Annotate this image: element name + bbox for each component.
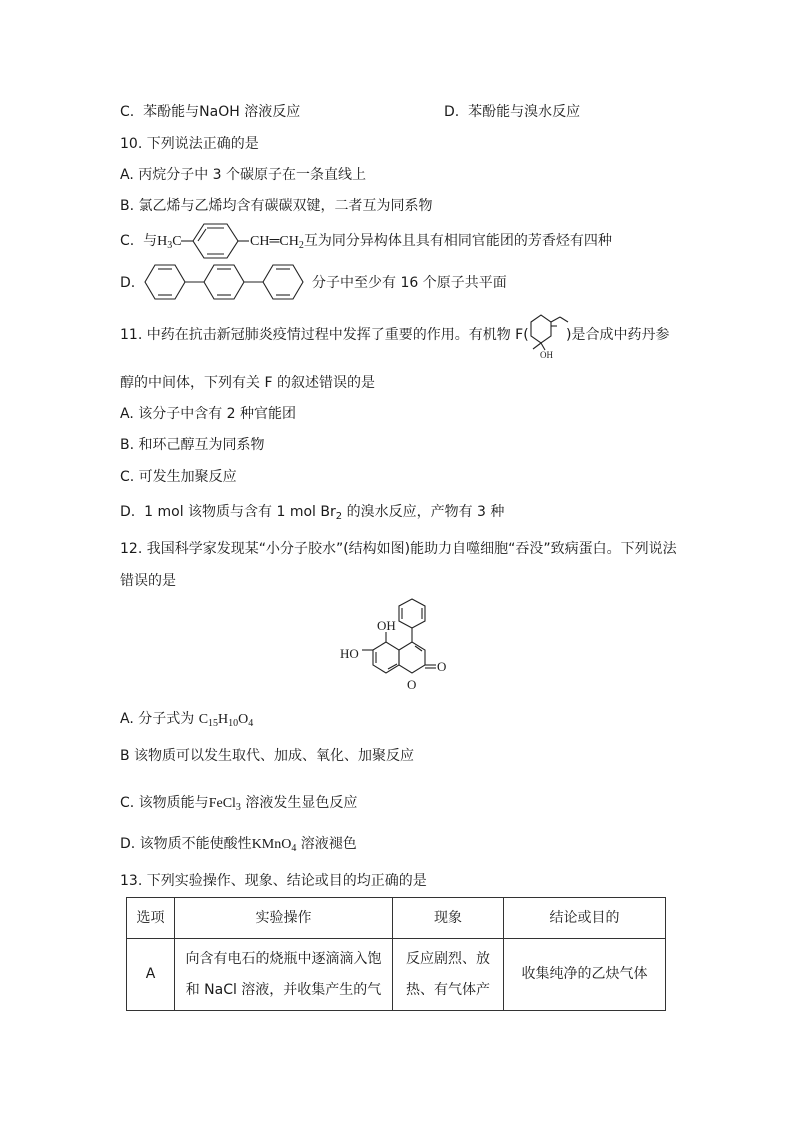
q9-option-d: D. 苯酚能与溴水反应 [444, 104, 581, 120]
coumarin-ring-o-label: O [407, 677, 417, 692]
q11-stem-line2: 醇的中间体，下列有关 F 的叙述错误的是 [120, 375, 375, 391]
q11-option-d: D. 1 mol 该物质与含有 1 mol $Br_2$ 的溴水反应，产物有 3 种 [120, 504, 505, 522]
coumarin-oh-label: OH [377, 618, 396, 633]
q10-option-d-text: 分子中至少有 16 个原子共平面 [312, 275, 507, 291]
q10-option-c: C. 与$H_3C$ [120, 233, 182, 251]
cell-operation: 向含有电石的烧瓶中逐滴滴入饱 和 NaCl 溶液，并收集产生的气 [175, 939, 393, 1011]
q11-option-b: B. 和环己醇互为同系物 [120, 437, 265, 453]
q11-option-a: A. 该分子中含有 2 种官能团 [120, 406, 297, 422]
header-option: 选项 [127, 898, 175, 939]
header-conclusion: 结论或目的 [504, 898, 666, 939]
compound-f-structure [519, 312, 569, 358]
q11-stem-end: )是合成中药丹参 [566, 327, 670, 343]
q13-stem: 13. 下列实验操作、现象、结论或目的均正确的是 [120, 873, 427, 889]
q10-stem: 10. 下列说法正确的是 [120, 136, 259, 152]
q13-table [126, 897, 666, 1011]
q12-option-a: A. 分子式为 $C_{15}H_{10}O_4$ [120, 711, 254, 729]
q11-option-c: C. 可发生加聚反应 [120, 469, 237, 485]
q10-option-a: A. 丙烷分子中 3 个碳原子在一条直线上 [120, 167, 367, 183]
header-phenomenon: 现象 [393, 898, 504, 939]
table-row [127, 939, 666, 1011]
cell-conclusion: 收集纯净的乙炔气体 [504, 939, 666, 1011]
q10-option-b: B. 氯乙烯与乙烯均含有碳碳双键，二者互为同系物 [120, 198, 433, 214]
q12-stem-line1: 12. 我国科学家发现某“小分子胶水”(结构如图)能助力自噬细胞“吞没”致病蛋白。下列说法 [120, 541, 677, 557]
q12-stem-line2: 错误的是 [120, 573, 176, 589]
header-operation: 实验操作 [175, 898, 393, 939]
q10-option-d-label: D. [120, 275, 136, 291]
cell-phenomenon: 反应剧烈、放 热、有气体产 [393, 939, 504, 1011]
q10-option-c-tail: $CH═CH_2$互为同分异构体且具有相同官能团的芳香烃有四种 [250, 233, 612, 251]
coumarin-keto-o-label: O [437, 659, 447, 674]
coumarin-ho-label: HO [340, 646, 359, 661]
coumarin-structure [335, 596, 465, 698]
q12-option-c: C. 该物质能与FeCl$_3$ 溶液发生显色反应 [120, 795, 358, 813]
cell-option: A [127, 939, 175, 1011]
q9-option-c: C. 苯酚能与NaOH 溶液反应 [120, 104, 301, 120]
table-header-row [127, 898, 666, 939]
q12-option-d: D. 该物质不能使酸性KMnO$_4$ 溶液褪色 [120, 836, 357, 854]
benzene-ring-q10c [181, 222, 251, 262]
compound-f-oh-label: OH [540, 350, 553, 360]
q12-option-b: B 该物质可以发生取代、加成、氧化、加聚反应 [120, 748, 415, 764]
terphenyl-structure [142, 262, 314, 304]
q11-stem-start: 11. 中药在抗击新冠肺炎疫情过程中发挥了重要的作用。有机物 F( [120, 327, 529, 343]
